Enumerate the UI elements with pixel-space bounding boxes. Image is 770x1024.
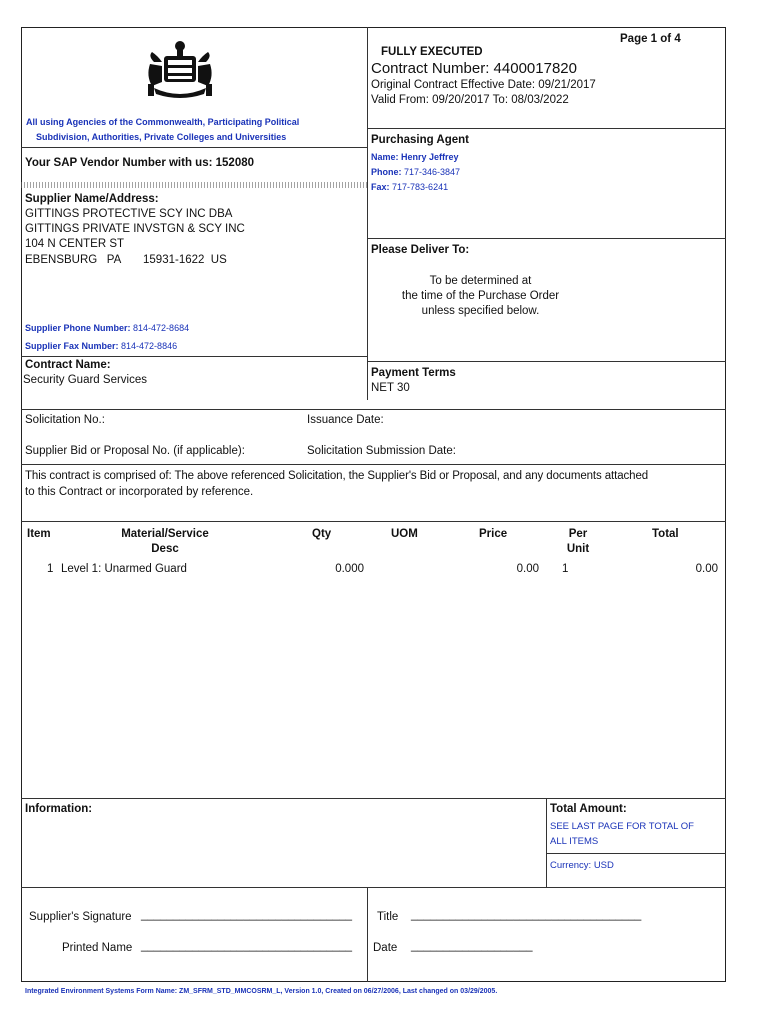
date-field[interactable]: ___________________ [411, 940, 533, 952]
divider [21, 356, 367, 357]
agent-fax-value: 717-783-6241 [392, 182, 449, 192]
supplier-fax-label: Supplier Fax Number: [25, 341, 119, 351]
column-header-qty: Qty [312, 528, 332, 540]
comprised-text: This contract is comprised of: The above referenced Solicitation, the Supplier's Bid or Proposal, and any documents attached [25, 470, 649, 482]
total-amount-heading: Total Amount: [550, 803, 627, 815]
column-header-per-unit: Per [568, 528, 588, 540]
agent-phone-label: Phone: [371, 167, 402, 177]
divider [367, 128, 726, 129]
supplier-phone-label: Supplier Phone Number: [25, 323, 131, 333]
supplier-address-line: 104 N CENTER ST [25, 238, 125, 250]
submission-date-label: Solicitation Submission Date: [307, 445, 456, 457]
issuance-date-label: Issuance Date: [307, 414, 384, 426]
row-per-unit: 1 [562, 563, 569, 575]
form-footer: Integrated Environment Systems Form Name: ZM_SFRM_STD_MMCOSRM_L, Version 1.0, Created on 06/27/2006, Last changed on 03/29/2005. [25, 988, 498, 995]
supplier-signature-field[interactable]: _________________________________ [141, 909, 353, 921]
agent-name-label: Name: [371, 152, 399, 162]
sap-vendor-number: Your SAP Vendor Number with us: 152080 [25, 157, 255, 169]
supplier-signature-label: Supplier's Signature [29, 911, 132, 923]
agent-phone-value: 717-346-3847 [404, 167, 461, 177]
column-header-item: Item [27, 528, 51, 540]
column-header-per-unit: Unit [566, 543, 590, 555]
divider [21, 887, 726, 888]
printed-name-field[interactable]: _________________________________ [141, 940, 353, 952]
deliver-heading: Please Deliver To: [371, 244, 470, 256]
valid-date-range: Valid From: 09/20/2017 To: 08/03/2022 [371, 94, 569, 106]
agent-name [371, 152, 459, 162]
agent-name-value: Henry Jeffrey [401, 152, 459, 162]
column-header-uom: UOM [391, 528, 418, 540]
row-price: 0.00 [516, 563, 539, 575]
row-item: 1 [47, 563, 54, 575]
supplier-phone-value: 814-472-8684 [133, 323, 190, 333]
agencies-line: All using Agencies of the Commonwealth, Participating Political [26, 117, 300, 127]
agencies-line: Subdivision, Authorities, Private Colleges and Universities [36, 132, 287, 142]
supplier-address-line: GITTINGS PRIVATE INVSTGN & SCY INC [25, 223, 245, 235]
supplier-address-line: GITTINGS PROTECTIVE SCY INC DBA [25, 208, 233, 220]
deliver-line: unless specified below. [421, 305, 540, 317]
comprised-text: to this Contract or incorporated by reference. [25, 486, 254, 498]
information-heading: Information: [25, 803, 93, 815]
supplier-phone [25, 323, 189, 333]
agent-phone [371, 167, 460, 177]
divider [367, 887, 368, 982]
total-note: ALL ITEMS [550, 836, 599, 847]
payment-terms-value: NET 30 [371, 382, 410, 394]
commonwealth-seal-icon [140, 38, 220, 100]
divider [367, 27, 368, 400]
title-field[interactable]: ____________________________________ [411, 909, 642, 921]
printed-name-label: Printed Name [62, 942, 133, 954]
purchasing-agent-heading: Purchasing Agent [371, 134, 469, 146]
supplier-address-line: EBENSBURG PA 15931-1622 US [25, 254, 227, 266]
row-desc: Level 1: Unarmed Guard [61, 563, 187, 575]
execution-status: FULLY EXECUTED [381, 46, 483, 58]
supplier-fax-value: 814-472-8846 [121, 341, 178, 351]
total-note: SEE LAST PAGE FOR TOTAL OF [550, 821, 694, 832]
contract-name-value: Security Guard Services [23, 374, 147, 386]
column-header-price: Price [479, 528, 508, 540]
date-label: Date [373, 942, 398, 954]
deliver-line: To be determined at [429, 275, 532, 287]
currency-label: Currency: USD [550, 860, 614, 871]
divider [546, 853, 726, 854]
divider [367, 238, 726, 239]
bid-number-label: Supplier Bid or Proposal No. (if applicable): [25, 445, 245, 457]
column-header-desc: Material/Service [121, 528, 209, 540]
divider [21, 182, 367, 188]
divider [546, 798, 547, 887]
divider [21, 798, 726, 799]
row-total: 0.00 [695, 563, 718, 575]
divider [21, 147, 367, 148]
column-header-total: Total [652, 528, 679, 540]
page-number: Page 1 of 4 [620, 33, 681, 45]
divider [367, 361, 726, 362]
agent-fax [371, 182, 448, 192]
title-label: Title [377, 911, 399, 923]
divider [21, 409, 726, 410]
agent-fax-label: Fax: [371, 182, 390, 192]
original-effective-date: Original Contract Effective Date: 09/21/2017 [371, 79, 596, 91]
contract-name-heading: Contract Name: [25, 359, 111, 371]
row-qty: 0.000 [335, 563, 364, 575]
divider [21, 521, 726, 522]
payment-terms-heading: Payment Terms [371, 367, 456, 379]
divider [21, 464, 726, 465]
deliver-line: the time of the Purchase Order [401, 290, 560, 302]
supplier-fax [25, 341, 177, 351]
column-header-desc: Desc [151, 543, 179, 555]
solicitation-number-label: Solicitation No.: [25, 414, 105, 426]
supplier-heading: Supplier Name/Address: [25, 193, 159, 205]
contract-number: Contract Number: 4400017820 [371, 60, 577, 77]
